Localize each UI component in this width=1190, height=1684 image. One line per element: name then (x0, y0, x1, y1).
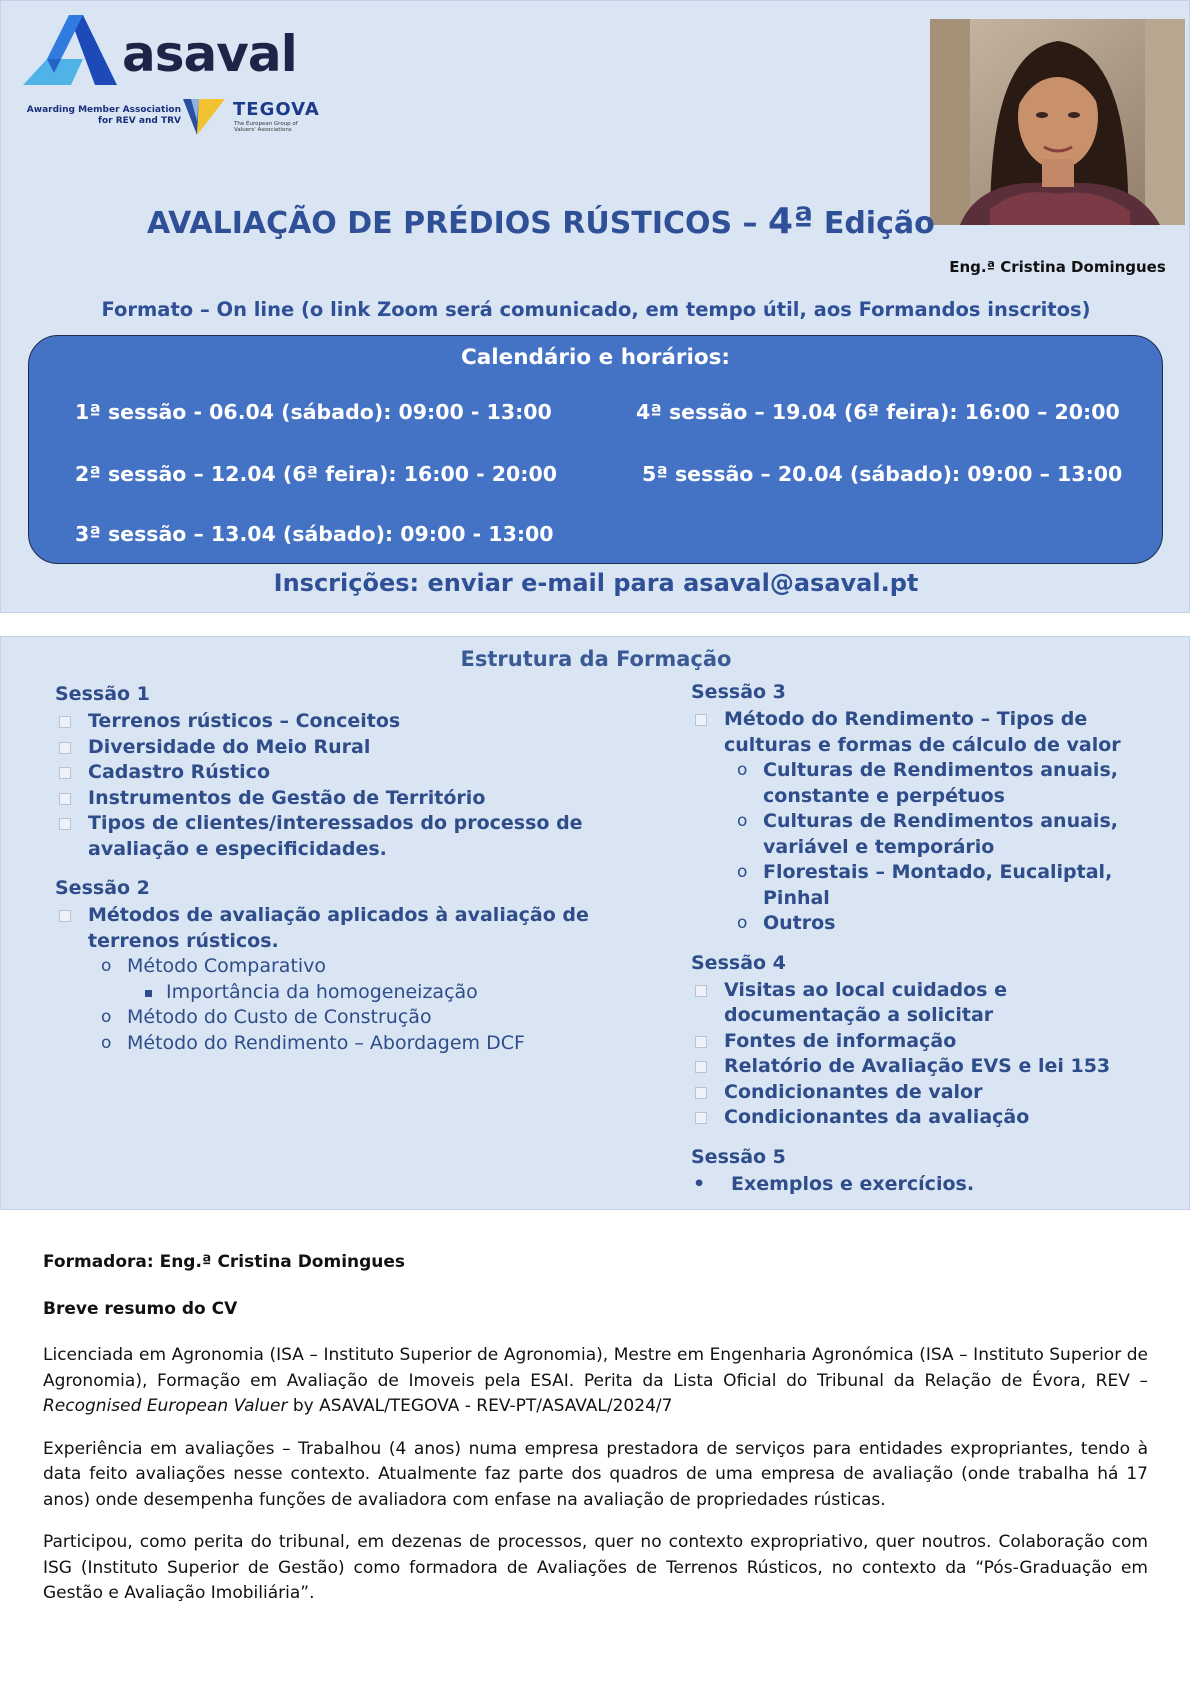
checkbox-icon (59, 767, 71, 779)
title-edition-word: Edição (813, 206, 935, 241)
session-3-heading: Sessão 3 (691, 681, 786, 703)
photo-caption: Eng.ª Cristina Domingues (949, 258, 1166, 276)
top-banner (0, 0, 1190, 613)
session-2-heading: Sessão 2 (55, 877, 150, 899)
cv-paragraph-3: Participou, como perita do tribunal, em dezenas de processos, quer no contexto expropriativo, quer noutros. Colaboração com ISG (Instituto Superior de Gestão) como formadora de Avaliações de Terrenos Rústicos, no contexto da “Pós-Graduação em Gestão e Avaliação Imobiliária”. (43, 1532, 1148, 1603)
tegova-wordmark: TEGOVA (233, 99, 320, 120)
list-item: Diversidade do Meio Rural (55, 735, 615, 761)
cv-italic-title: Recognised European Valuer (43, 1396, 288, 1416)
circle-bullet-icon: o (101, 956, 112, 976)
sub-item: o Método Comparativo (55, 954, 615, 980)
checkbox-icon (59, 742, 71, 754)
bullet-icon: • (693, 1172, 706, 1195)
checkbox-icon (695, 1087, 707, 1099)
list-item: Terrenos rústicos – Conceitos (55, 709, 615, 735)
circle-bullet-icon: o (737, 811, 748, 831)
checkbox-icon (59, 818, 71, 830)
session-2-schedule: 2ª sessão – 12.04 (6ª feira): 16:00 - 20:00 (75, 462, 558, 486)
circle-bullet-icon: o (737, 760, 748, 780)
trainer-photo (930, 19, 1185, 225)
session-3-schedule: 3ª sessão – 13.04 (sábado): 09:00 - 13:00 (75, 522, 554, 546)
list-item: Fontes de informação (691, 1029, 1131, 1055)
checkbox-icon (59, 716, 71, 728)
session-1-heading: Sessão 1 (55, 683, 150, 705)
session-5-heading: Sessão 5 (691, 1145, 786, 1168)
list-item: Método do Rendimento – Tipos de culturas e formas de cálculo de valor (691, 707, 1131, 758)
format-line: Formato – On line (o link Zoom será comunicado, em tempo útil, aos Formandos inscritos) (101, 298, 1091, 321)
checkbox-icon (695, 1112, 707, 1124)
circle-bullet-icon: o (101, 1007, 112, 1027)
list-item: Condicionantes de valor (691, 1080, 1131, 1106)
list-item: Condicionantes da avaliação (691, 1105, 1131, 1131)
portrait-image (930, 19, 1185, 225)
circle-bullet-icon: o (101, 1032, 112, 1053)
list-item: Tipos de clientes/interessados do processo de avaliação e especificidades. (55, 811, 615, 862)
tegova-subtitle: The European Group of Valuers' Associations (234, 121, 298, 133)
title-edition-number: 4ª (768, 201, 814, 242)
checkbox-icon (695, 714, 707, 726)
list-item: Relatório de Avaliação EVS e lei 153 (691, 1054, 1131, 1080)
session-5-schedule: 5ª sessão – 20.04 (sábado): 09:00 – 13:00 (642, 462, 1123, 486)
structure-right-column (691, 681, 1131, 1197)
list-item: Métodos de avaliação aplicados à avaliação de terrenos rústicos. (55, 903, 615, 954)
session-1-schedule: 1ª sessão - 06.04 (sábado): 09:00 - 13:00 (75, 400, 552, 424)
cv-section (43, 1250, 1148, 1607)
sub-item: o Culturas de Rendimentos anuais, variável e temporário (737, 810, 1118, 858)
asaval-logo (21, 13, 321, 138)
structure-left-column (55, 683, 615, 1056)
sub-item: o Florestais – Montado, Eucaliptal, Pinhal (737, 861, 1113, 909)
checkbox-icon (695, 985, 707, 997)
registration-line: Inscrições: enviar e-mail para asaval@asaval.pt (273, 569, 919, 597)
page-title (147, 201, 935, 242)
checkbox-icon (695, 1036, 707, 1048)
sub-item: o Método do Custo de Construção (55, 1005, 615, 1031)
session-4-heading: Sessão 4 (691, 951, 786, 974)
calendar-box (28, 335, 1163, 564)
sub-item: o Outros (691, 911, 1131, 937)
circle-bullet-icon: o (737, 862, 748, 882)
checkbox-icon (59, 910, 71, 922)
circle-bullet-icon: o (737, 913, 748, 933)
session-4-schedule: 4ª sessão – 19.04 (6ª feira): 16:00 – 20:00 (636, 400, 1120, 424)
logo-wordmark: asaval (122, 25, 297, 83)
checkbox-icon (59, 793, 71, 805)
square-bullet-icon (145, 990, 152, 997)
sub-item: o Culturas de Rendimentos anuais, constante e perpétuos (737, 759, 1118, 807)
sub-item: o Método do Rendimento – Abordagem DCF (55, 1031, 615, 1057)
list-item: Cadastro Rústico (55, 760, 615, 786)
cv-paragraph-2: Experiência em avaliações – Trabalhou (4 anos) numa empresa prestadora de serviços para entidades expropriantes, tendo à data feito avaliações nesse contexto. Atualmente faz parte dos quadros de uma empresa de avaliação (onde trabalha há 17 anos) onde desempenha funções de avaliadora com enfase na avaliação de propriedades rústicas. (43, 1438, 1148, 1510)
list-item: Instrumentos de Gestão de Território (55, 786, 615, 812)
cv-paragraph-1: Licenciada em Agronomia (ISA – Instituto Superior de Agronomia), Mestre em Engenharia Agronómica (ISA – Instituto Superior de Agronomia), Formação em Avaliação de Imoveis pela ESAI. Perita da Lista Oficial do Tribunal da Relação de Évora, REV – Recognised European Valuer by ASAVAL/TEGOVA - REV-PT/ASAVAL/2024/7 (43, 1345, 1148, 1416)
list-item: Visitas ao local cuidados e documentação a solicitar (691, 978, 1131, 1029)
asaval-a-mark-icon (21, 13, 121, 88)
trainer-label: Formadora: Eng.ª Cristina Domingues (43, 1252, 406, 1272)
title-main: AVALIAÇÃO DE PRÉDIOS RÚSTICOS – (147, 206, 769, 241)
logo-association-text: Awarding Member Association for REV and TRV (26, 105, 181, 126)
tegova-mark-icon (181, 97, 227, 137)
sub-sub-item: Importância da homogeneização (55, 980, 615, 1006)
cv-summary-label: Breve resumo do CV (43, 1298, 238, 1319)
structure-panel (0, 636, 1190, 1210)
calendar-title: Calendário e horários: (460, 345, 731, 370)
structure-title: Estrutura da Formação (460, 647, 732, 671)
checkbox-icon (695, 1061, 707, 1073)
list-item: • Exemplos e exercícios. (691, 1172, 1131, 1198)
